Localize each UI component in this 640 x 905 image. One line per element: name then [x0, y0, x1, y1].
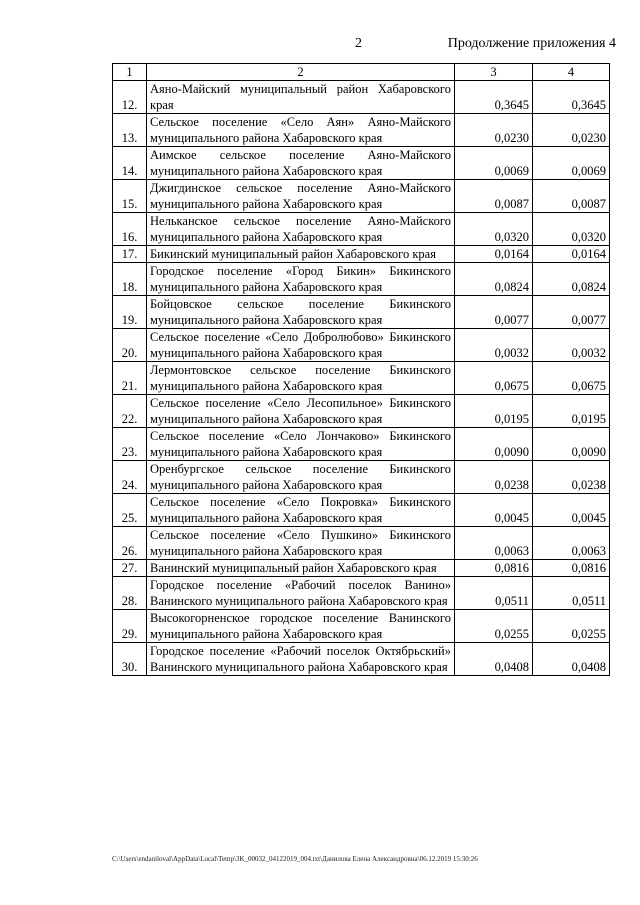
territory-name: Городское поселение «Рабочий поселок Октябрьский» Ванинского муниципального района Хабаровского края [147, 643, 455, 676]
territory-name: Ванинский муниципальный район Хабаровского края [147, 560, 455, 577]
table-row [113, 428, 610, 461]
value-col-3: 0,0195 [455, 395, 533, 428]
value-col-4: 0,0090 [533, 428, 610, 461]
table-row [113, 527, 610, 560]
table-row [113, 461, 610, 494]
row-number: 25. [113, 494, 147, 527]
value-col-4: 0,0063 [533, 527, 610, 560]
row-number: 30. [113, 643, 147, 676]
value-col-3: 0,0816 [455, 560, 533, 577]
territory-name: Сельское поселение «Село Лончаково» Бикинского муниципального района Хабаровского края [147, 428, 455, 461]
row-number: 14. [113, 147, 147, 180]
value-col-4: 0,0408 [533, 643, 610, 676]
table-row [113, 296, 610, 329]
value-col-3: 0,0077 [455, 296, 533, 329]
territory-name: Сельское поселение «Село Добролюбово» Бикинского муниципального района Хабаровского края [147, 329, 455, 362]
value-col-4: 0,0230 [533, 114, 610, 147]
territory-name: Бойцовское сельское поселение Бикинского муниципального района Хабаровского края [147, 296, 455, 329]
header-col-1: 1 [113, 64, 147, 81]
row-number: 18. [113, 263, 147, 296]
table-row [113, 213, 610, 246]
value-col-3: 0,0090 [455, 428, 533, 461]
value-col-4: 0,0164 [533, 246, 610, 263]
territory-name: Аимское сельское поселение Аяно-Майского муниципального района Хабаровского края [147, 147, 455, 180]
territory-name: Нельканское сельское поселение Аяно-Майского муниципального района Хабаровского края [147, 213, 455, 246]
table-row [113, 560, 610, 577]
territory-name: Джигдинское сельское поселение Аяно-Майского муниципального района Хабаровского края [147, 180, 455, 213]
table-row [113, 577, 610, 610]
value-col-4: 0,0032 [533, 329, 610, 362]
header-col-4: 4 [533, 64, 610, 81]
value-col-3: 0,0511 [455, 577, 533, 610]
row-number: 16. [113, 213, 147, 246]
row-number: 23. [113, 428, 147, 461]
value-col-4: 0,0069 [533, 147, 610, 180]
value-col-4: 0,0675 [533, 362, 610, 395]
row-number: 17. [113, 246, 147, 263]
value-col-3: 0,0824 [455, 263, 533, 296]
value-col-3: 0,0675 [455, 362, 533, 395]
value-col-4: 0,0816 [533, 560, 610, 577]
row-number: 20. [113, 329, 147, 362]
territory-name: Бикинский муниципальный район Хабаровского края [147, 246, 455, 263]
value-col-3: 0,0087 [455, 180, 533, 213]
row-number: 27. [113, 560, 147, 577]
row-number: 22. [113, 395, 147, 428]
header-row [113, 64, 610, 81]
row-number: 29. [113, 610, 147, 643]
value-col-3: 0,0238 [455, 461, 533, 494]
value-col-4: 0,0255 [533, 610, 610, 643]
page-number: 2 [355, 36, 362, 51]
territory-name: Оренбургское сельское поселение Бикинского муниципального района Хабаровского края [147, 461, 455, 494]
row-number: 28. [113, 577, 147, 610]
value-col-3: 0,0255 [455, 610, 533, 643]
value-col-3: 0,0045 [455, 494, 533, 527]
territory-name: Сельское поселение «Село Лесопильное» Бикинского муниципального района Хабаровского края [147, 395, 455, 428]
row-number: 21. [113, 362, 147, 395]
value-col-4: 0,0045 [533, 494, 610, 527]
territory-name: Сельское поселение «Село Аян» Аяно-Майского муниципального района Хабаровского края [147, 114, 455, 147]
appendix-note: Продолжение приложения 4 [447, 36, 616, 51]
row-number: 26. [113, 527, 147, 560]
territory-name: Сельское поселение «Село Пушкино» Бикинского муниципального района Хабаровского края [147, 527, 455, 560]
table-row [113, 114, 610, 147]
row-number: 13. [113, 114, 147, 147]
value-col-3: 0,0408 [455, 643, 533, 676]
value-col-4: 0,0320 [533, 213, 610, 246]
table-row [113, 643, 610, 676]
row-number: 12. [113, 81, 147, 114]
table-row [113, 147, 610, 180]
value-col-4: 0,0077 [533, 296, 610, 329]
value-col-3: 0,0230 [455, 114, 533, 147]
row-number: 24. [113, 461, 147, 494]
header-col-2: 2 [147, 64, 455, 81]
value-col-3: 0,0069 [455, 147, 533, 180]
territory-name: Лермонтовское сельское поселение Бикинского муниципального района Хабаровского края [147, 362, 455, 395]
table-row [113, 395, 610, 428]
table-row [113, 263, 610, 296]
territory-name: Городское поселение «Рабочий поселок Ванино» Ванинского муниципального района Хабаровского края [147, 577, 455, 610]
value-col-3: 0,0032 [455, 329, 533, 362]
value-col-3: 0,3645 [455, 81, 533, 114]
table-row [113, 610, 610, 643]
table-row [113, 180, 610, 213]
value-col-3: 0,0063 [455, 527, 533, 560]
value-col-3: 0,0164 [455, 246, 533, 263]
table-row [113, 362, 610, 395]
row-number: 19. [113, 296, 147, 329]
header-col-3: 3 [455, 64, 533, 81]
value-col-4: 0,3645 [533, 81, 610, 114]
value-col-3: 0,0320 [455, 213, 533, 246]
table-row [113, 329, 610, 362]
territory-name: Аяно-Майский муниципальный район Хабаровского края [147, 81, 455, 114]
value-col-4: 0,0087 [533, 180, 610, 213]
table-row [113, 494, 610, 527]
value-col-4: 0,0511 [533, 577, 610, 610]
value-col-4: 0,0238 [533, 461, 610, 494]
row-number: 15. [113, 180, 147, 213]
territory-name: Городское поселение «Город Бикин» Бикинского муниципального района Хабаровского края [147, 263, 455, 296]
table-row [113, 246, 610, 263]
allocation-table [112, 63, 610, 676]
territory-name: Высокогорненское городское поселение Ванинского муниципального района Хабаровского края [147, 610, 455, 643]
file-path-footer: C:\Users\endaniloval\AppData\Local\Temp\3K_00032_04122019_004.txt\Данилова Елена Александровна\06.12.2019 15:30:26 [112, 855, 478, 863]
value-col-4: 0,0195 [533, 395, 610, 428]
value-col-4: 0,0824 [533, 263, 610, 296]
table-row [113, 81, 610, 114]
territory-name: Сельское поселение «Село Покровка» Бикинского муниципального района Хабаровского края [147, 494, 455, 527]
